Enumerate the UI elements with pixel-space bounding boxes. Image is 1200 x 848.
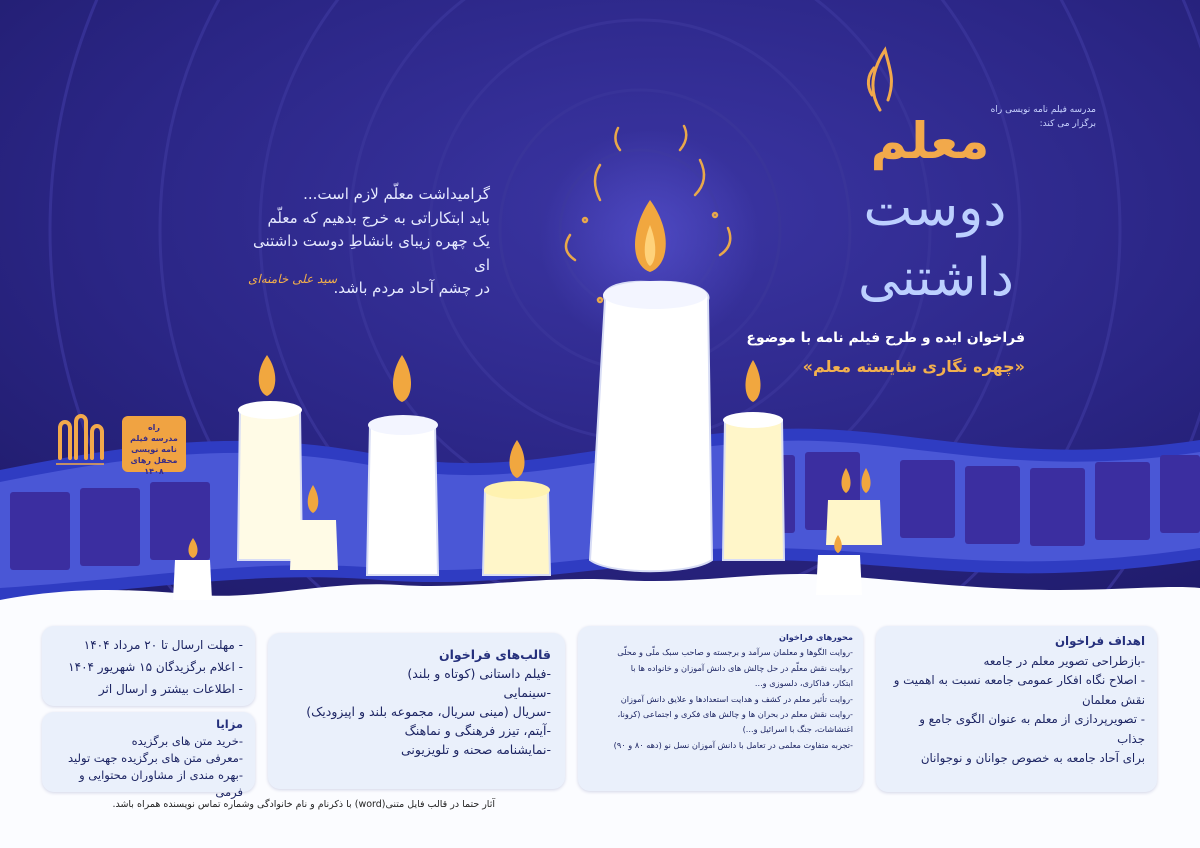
quote-line: در چشم آحاد مردم باشد. — [333, 279, 490, 297]
axis-item: -روایت تأثیر معلم در کشف و هدایت استعدادها و علایق دانش آموزان — [620, 693, 853, 704]
badge-line: مدرسه فیلم نامه نویسی — [130, 434, 178, 454]
topic-line: «چهره نگاری شایسته معلم» — [802, 357, 1025, 376]
axis-item: -روایت الگوها و معلمان سرآمد و برجسته و صاحب سبک ملّی و محلّی — [617, 647, 853, 658]
perk-item: -خرید متن های برگزیده — [131, 734, 243, 748]
deadline-item: - اعلام برگزیدگان ۱۵ شهریور ۱۴۰۴ — [68, 660, 243, 674]
axis-item: -تجربه متفاوت معلمی در تعامل با دانش آموزان نسل نو (دهه ۸۰ و ۹۰) — [613, 739, 853, 750]
format-item: -نمایشنامه صحنه و تلویزیونی — [400, 742, 551, 757]
goals-title: اهداف فراخوان — [1054, 634, 1145, 648]
title-word-1: معلم — [870, 112, 990, 170]
goal-item: برای آحاد جامعه به خصوص جوانان و نوجوانان — [920, 751, 1145, 765]
goal-item: -بازطراحی تصویر معلم در جامعه — [983, 653, 1145, 668]
axis-item: -روایت نقش معلم در بحران ها و چالش های فکری و اجتماعی (کرونا، — [617, 709, 853, 720]
goal-item: نقش معلمان — [1081, 692, 1145, 707]
formats-title: قالب‌های فراخوان — [438, 647, 551, 662]
axis-item: اغتشاشات، جنگ با اسرائیل و...) — [742, 724, 853, 735]
title-word-2: دوست — [863, 178, 1007, 238]
goal-item: - تصویرپردازی از معلم به عنوان الگوی جامع و جذاب — [919, 712, 1145, 746]
perk-item: -بهره مندی از مشاوران محتوایی و فرمی — [79, 768, 243, 799]
format-item: -سینمایی — [503, 685, 551, 700]
format-item: -آیتم، تیزر فرهنگی و نماهنگ — [404, 723, 551, 738]
organizer-note: برگزار می کند: — [1039, 119, 1096, 129]
perks-box — [42, 712, 255, 799]
title-word-3: داشتنی — [858, 248, 1014, 308]
quote-line: باید ابتکاراتی به خرج بدهیم که معلّم — [267, 208, 490, 227]
quote-line: گرامیداشت معلّم لازم است... — [303, 185, 490, 203]
quote-line: یک چهره زیبای بانشاطِ دوست داشتنی ای — [253, 232, 490, 274]
format-item: -سریال (مینی سریال، مجموعه بلند و اپیزودیک) — [306, 704, 551, 719]
axis-item: ابتکار، فداکاری، دلسوزی و... — [754, 678, 853, 689]
axes-title: محورهای فراخوان — [778, 632, 853, 642]
organizer-name: مدرسه فیلم نامه نویسی راه — [990, 105, 1096, 115]
school-badge — [122, 416, 186, 476]
format-item: -فیلم داستانی (کوتاه و بلند) — [407, 666, 551, 681]
quote-signature: سید علی خامنه‌ای — [248, 272, 338, 286]
formats-box — [268, 633, 565, 789]
more-info-link[interactable]: - اطلاعات بیشتر و ارسال اثر — [98, 682, 243, 696]
deadline-box — [42, 626, 255, 706]
call-line: فراخوان ایده و طرح فیلم نامه با موضوع — [746, 330, 1025, 346]
goals-box — [876, 626, 1157, 792]
organization-logo — [48, 410, 108, 470]
goal-item: - اصلاح نگاه افکار عمومی جامعه نسبت به اهمیت و — [893, 673, 1145, 687]
axis-item: -روایت نقش معلّم در حل چالش های دانش آموزان و خانواده ها با — [630, 662, 853, 673]
deadline-item: - مهلت ارسال تا ۲۰ مرداد ۱۴۰۴ — [83, 638, 243, 652]
perks-title: مزایا — [216, 717, 243, 731]
submission-note: آثار حتما در قالب فایل متنی(word) با ذکرنام و نام خانوادگی وشماره تماس نویسنده همراه باشد. — [112, 799, 495, 810]
badge-line: راه — [147, 423, 161, 432]
axes-box — [578, 626, 863, 791]
perk-item: -معرفی متن های برگزیده جهت تولید — [68, 751, 243, 765]
badge-line: محفل رهای ۱۴۰۸ — [130, 456, 178, 476]
